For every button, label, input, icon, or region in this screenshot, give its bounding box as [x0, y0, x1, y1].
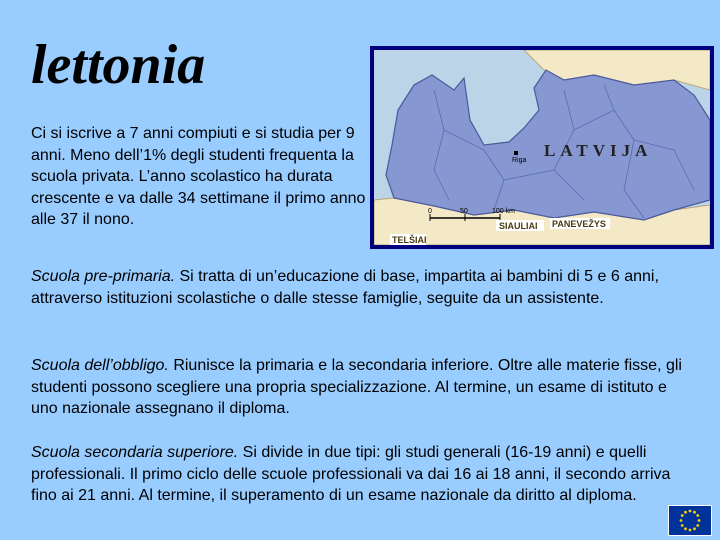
intro-text: Ci si iscrive a 7 anni compiuti e si studia per 9 anni. Meno dell’1% degli studenti frequenta la scuola privata. L’anno scolastico ha durata crescente e va dalle 34 settimane il primo anno alle 37 il nono. — [31, 125, 366, 228]
section-heading: Scuola dell’obbligo. — [31, 357, 169, 374]
section-heading: Scuola secondaria superiore. — [31, 444, 239, 461]
eu-stars — [669, 506, 711, 535]
page-title: lettonia — [31, 34, 206, 96]
country-label: LATVIJA — [544, 141, 653, 160]
section-text: Si divide in due tipi: gli studi generali (16-19 anni) e quelli professionali. Il primo ciclo delle scuole professionali va dai 16 ai 18 anni, il secondo arriva fino ai 21 anni. Al termine, il superamento di un esame nazionale da diritto al diploma. — [31, 444, 671, 504]
section-compulsory — [31, 355, 686, 420]
section-upper-secondary — [31, 442, 686, 507]
scale-label-100: 100 km — [492, 208, 515, 215]
section-heading: Scuola pre-primaria. — [31, 268, 176, 285]
section-preprimary — [31, 266, 686, 309]
section-text: Si tratta di un’educazione di base, impartita ai bambini di 5 e 6 anni, attraverso istituzioni scolastiche o dalle stesse famiglie, seguite da un assistente. — [31, 268, 659, 307]
region-label-siauliai: SIAULIAI — [499, 221, 538, 231]
section-text: Riunisce la primaria e la secondaria inferiore. Oltre alle materie fisse, gli studenti possono scegliere una propria specializzazione. Al termine, un esame di istituto e uno nazionale assegnano il diploma. — [31, 357, 682, 417]
region-label-panevezys: PANEVEŽYS — [552, 219, 606, 229]
latvia-map — [370, 46, 714, 249]
riga-marker — [514, 151, 518, 155]
map-graphic — [374, 50, 710, 245]
scale-label-0: 0 — [428, 208, 432, 215]
eu-flag-icon — [668, 505, 712, 536]
riga-label: Riga — [512, 157, 527, 164]
scale-label-50: 50 — [460, 208, 468, 215]
region-label-telsiai: TELŠIAI — [392, 235, 427, 245]
